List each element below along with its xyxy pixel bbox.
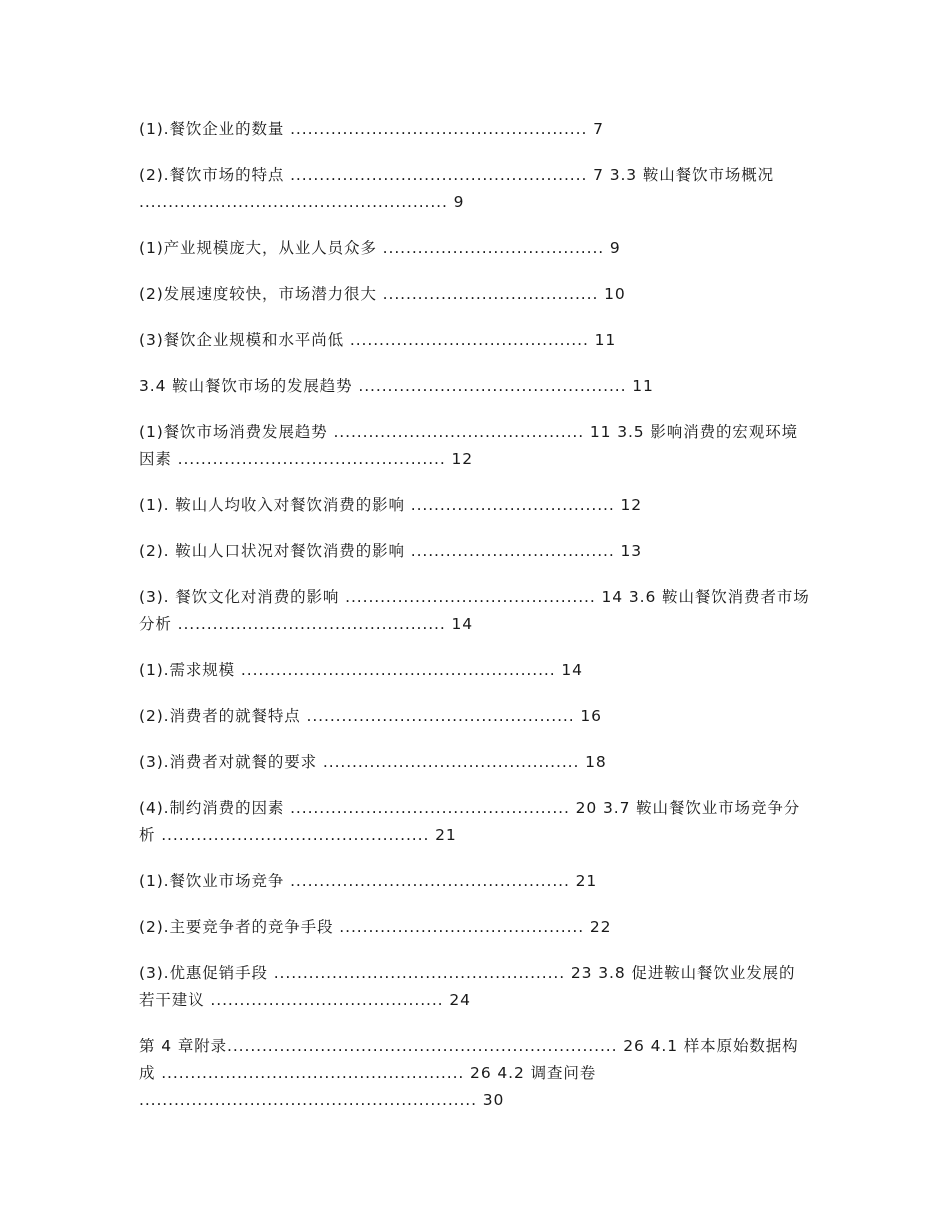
toc-entry: 3.4 鞍山餐饮市场的发展趋势 .............................................. 11 (139, 377, 654, 395)
toc-entry: (1)餐饮市场消费发展趋势 ........................................... 11 3.5 影响消费的宏观环境因素 .............................................. 12 (139, 423, 798, 468)
toc-entry: (1).需求规模 ...................................................... 14 (139, 661, 583, 679)
toc-entry: (2).餐饮市场的特点 ................................................... 7 3.3 鞍山餐饮市场概况 ..................................................... 9 (139, 166, 775, 211)
toc-entry: (2).消费者的就餐特点 .............................................. 16 (139, 707, 602, 725)
toc-entry: (1).餐饮业市场竞争 ................................................ 21 (139, 872, 598, 890)
toc-entry: (3).优惠促销手段 .................................................. 23 3.8 促进鞍山餐饮业发展的若干建议 ........................................ 24 (139, 964, 796, 1009)
toc-entry: (1).餐饮企业的数量 ................................................... 7 (139, 120, 604, 138)
toc-entry: (4).制约消费的因素 ................................................ 20 3.7 鞍山餐饮业市场竞争分析 .............................................. 21 (139, 799, 801, 844)
toc-page (139, 116, 811, 1133)
toc-entry: (3)餐饮企业规模和水平尚低 ......................................... 11 (139, 331, 617, 349)
toc-entry: (3). 餐饮文化对消费的影响 ........................................... 14 3.6 鞍山餐饮消费者市场分析 .............................................. 14 (139, 588, 810, 633)
toc-entry: (2). 鞍山人口状况对餐饮消费的影响 ................................... 13 (139, 542, 643, 560)
toc-entry: (2)发展速度较快，市场潜力很大 ..................................... 10 (139, 285, 626, 303)
toc-entry: (3).消费者对就餐的要求 ............................................ 18 (139, 753, 607, 771)
toc-entry: 第 4 章附录................................................................... 26 4.1 样本原始数据构成 .................................................... 26 4.2 调查问卷 .......................................................... 30 (139, 1037, 799, 1109)
toc-entry: (2).主要竞争者的竞争手段 .......................................... 22 (139, 918, 612, 936)
toc-entry: (1)产业规模庞大，从业人员众多 ...................................... 9 (139, 239, 621, 257)
toc-entry: (1). 鞍山人均收入对餐饮消费的影响 ................................... 12 (139, 496, 643, 514)
